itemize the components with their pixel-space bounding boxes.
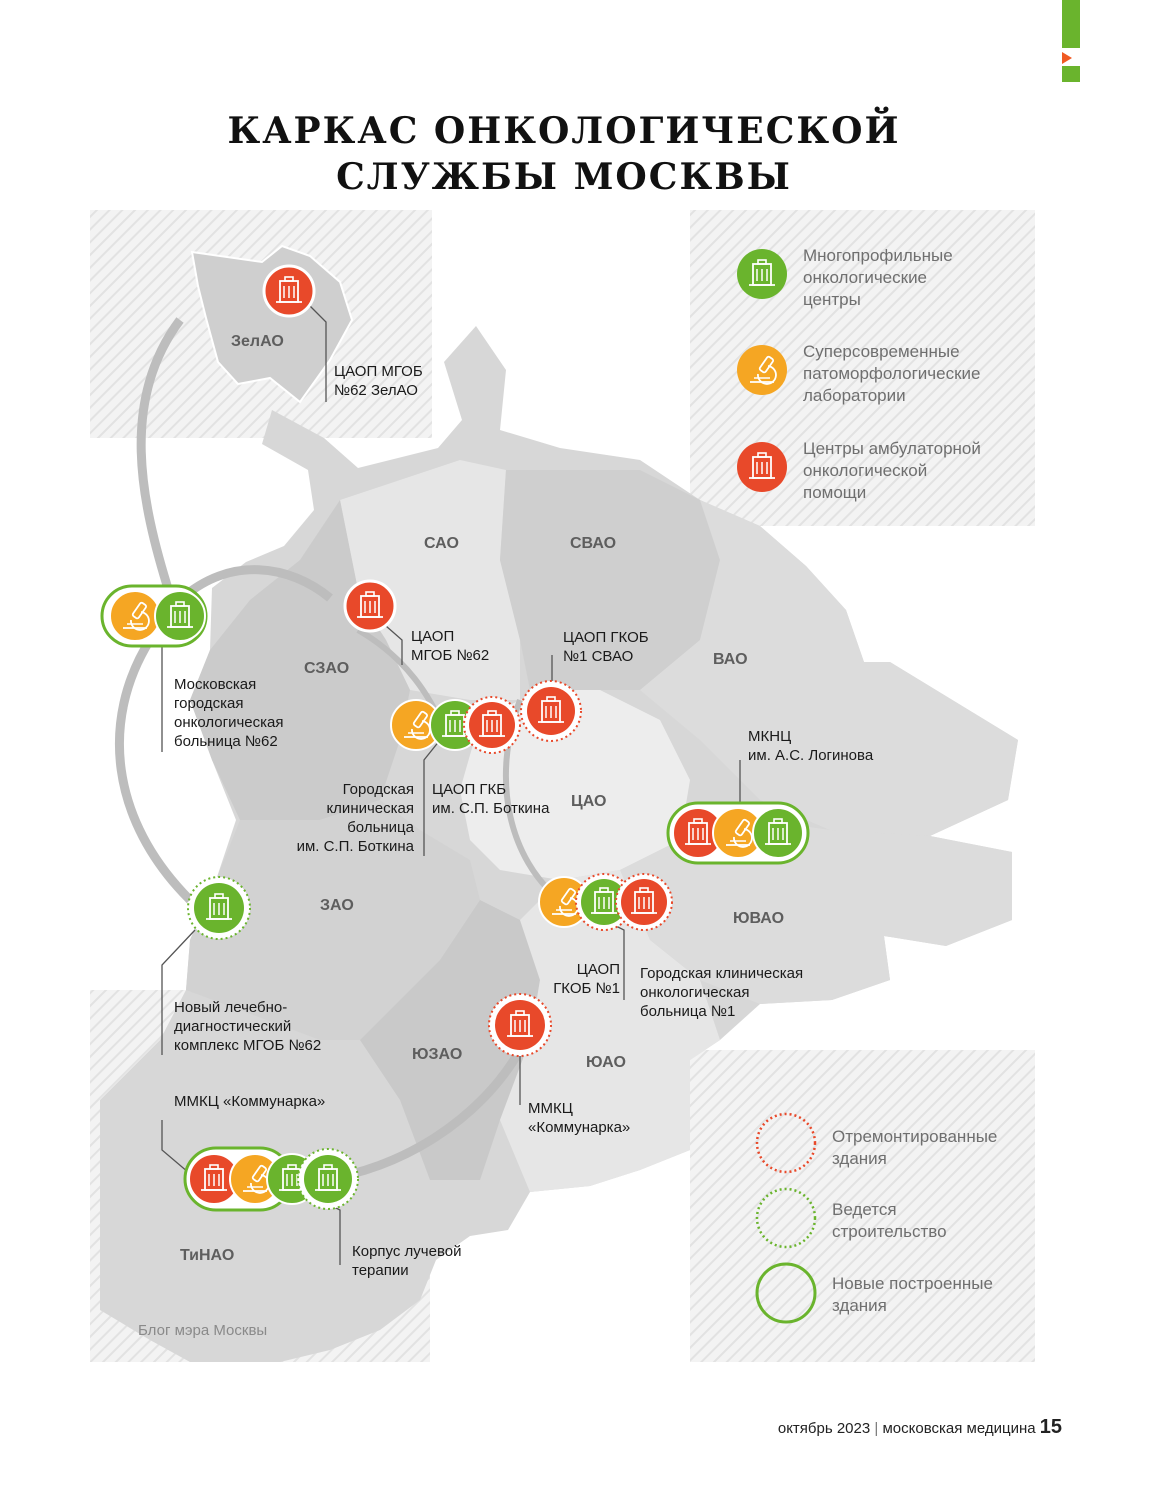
label-botkin-hospital: Городская клиническая больница им. С.П. Боткина [296, 781, 414, 855]
district-yuzao: ЮЗАО [412, 1046, 463, 1063]
footer-separator: | [874, 1420, 879, 1437]
label-svao-center: ЦАОП ГКОБ №1 СВАО [563, 629, 649, 665]
title-line-2: СЛУЖБЫ МОСКВЫ [336, 156, 792, 198]
marker-group-mgob62 [102, 562, 212, 670]
district-tinao: ТиНАО [180, 1247, 235, 1264]
title-line-1: КАРКАС ОНКОЛОГИЧЕСКОЙ [227, 110, 901, 152]
district-yuvao: ЮВАО [733, 910, 785, 927]
footer-issue: октябрь 2023 [777, 1420, 871, 1437]
district-yuao: ЮАО [586, 1054, 626, 1071]
legend-multiprofile-label: Многопрофильные онкологические центры [803, 246, 953, 309]
district-sao: САО [424, 535, 459, 552]
source-credit: Блог мэра Москвы [138, 1322, 268, 1339]
label-kommunarka-left: ММКЦ «Коммунарка» [174, 1093, 326, 1110]
page-footer [778, 1416, 1062, 1439]
legend-icon-outpatient [737, 442, 787, 492]
district-cao: ЦАО [571, 793, 607, 810]
legend-new-label: Новые построенные здания [832, 1274, 993, 1315]
label-radiotherapy: Корпус лучевой терапии [352, 1243, 462, 1279]
marker-new-complex [188, 877, 250, 939]
marker-svao-outpatient [521, 681, 581, 741]
label-mgob62-hospital: Московская городская онкологическая больница №62 [174, 676, 284, 750]
marker-group-gkob1 [539, 874, 672, 930]
page-number: 15 [1039, 1416, 1062, 1438]
marker-kommunarka-outpatient [489, 994, 551, 1056]
label-loginov: МКНЦ им. А.С. Логинова [748, 728, 874, 764]
label-new-complex: Новый лечебно- диагностический комплекс МГОБ №62 [174, 999, 322, 1054]
marker-group-loginov [668, 803, 808, 863]
district-svao: СВАО [570, 535, 617, 552]
footer-magazine: московская медицина [882, 1420, 1036, 1437]
legend-outpatient-label: Центры амбулаторной онкологической помощи [803, 439, 981, 502]
district-zelao: ЗелАО [231, 333, 284, 350]
marker-zelao-outpatient [264, 266, 314, 316]
legend-construction-label: Ведется строительство [832, 1200, 947, 1241]
district-zao: ЗАО [320, 897, 354, 914]
legend-lab-label: Суперсовременные патоморфологические лаборатории [803, 342, 981, 405]
marker-group-kommunarka [185, 1148, 358, 1210]
label-gkob1-hospital: Городская клиническая онкологическая больница №1 [640, 965, 804, 1020]
label-sao-center: ЦАОП МГОБ №62 [411, 628, 490, 664]
label-zelao-center: ЦАОП МГОБ №62 ЗелАО [334, 363, 423, 399]
marker-sao-outpatient [345, 581, 395, 631]
legend-renovated-label: Отремонтированные здания [832, 1127, 998, 1168]
marker-group-botkin [391, 697, 520, 753]
district-szao: СЗАО [304, 660, 350, 677]
label-botkin-center: ЦАОП ГКБ им. С.П. Боткина [432, 781, 550, 817]
label-kommunarka-right: ММКЦ «Коммунарка» [528, 1100, 631, 1136]
label-gkob1-center: ЦАОП ГКОБ №1 [553, 961, 620, 997]
district-vao: ВАО [713, 651, 748, 668]
legend-icon-multiprofile [737, 249, 787, 299]
legend-icon-lab [737, 345, 787, 395]
